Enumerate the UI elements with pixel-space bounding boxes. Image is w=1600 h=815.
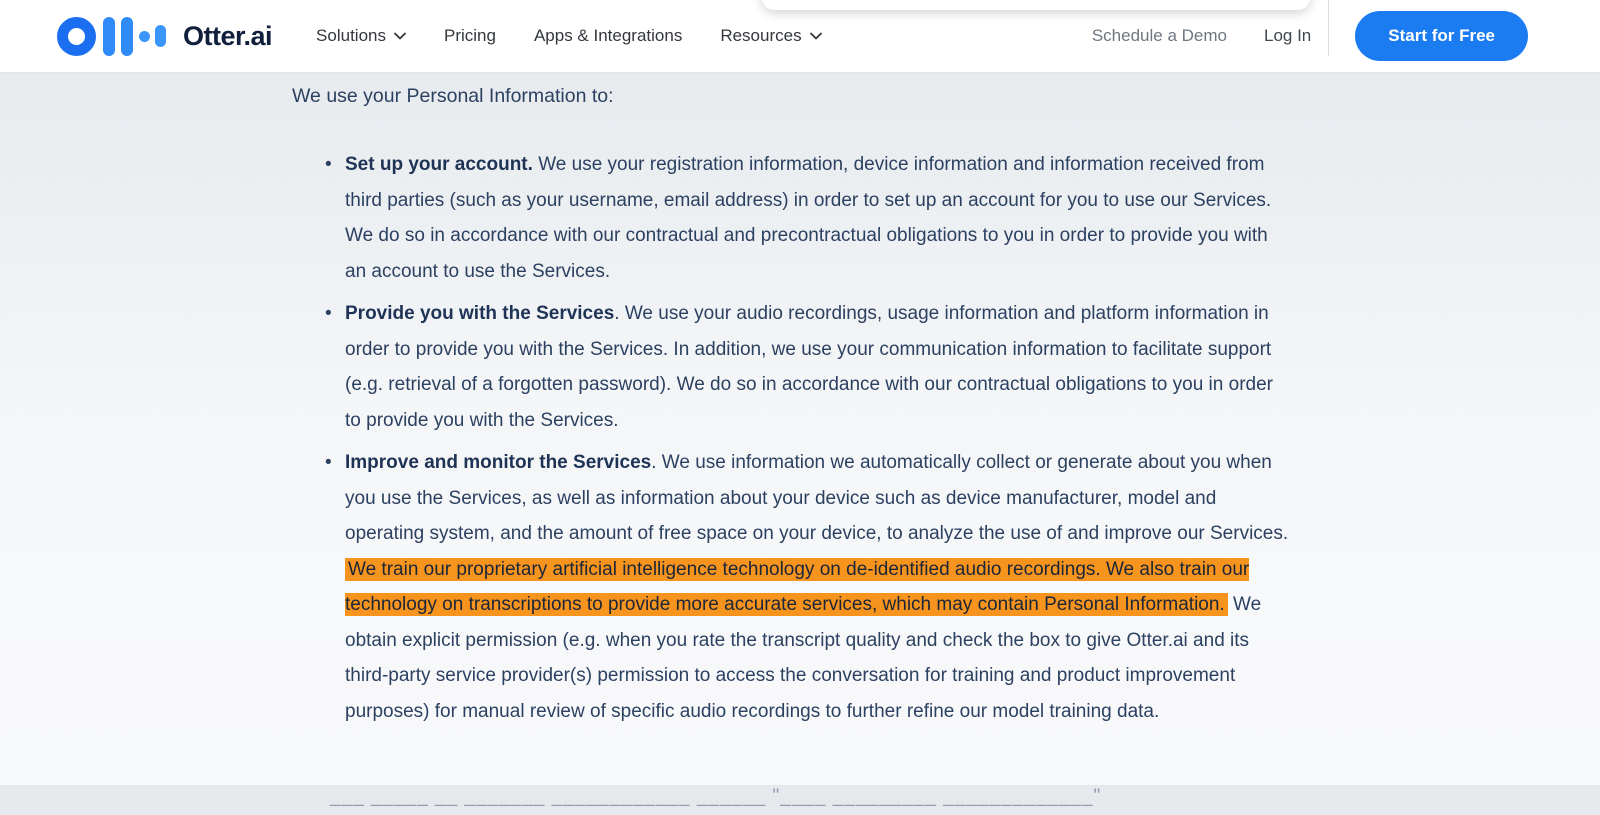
privacy-policy-content	[0, 73, 1600, 807]
bullet-body-text: . We use your audio recordings, usage information and platform information in order to provide you with the Services. In addition, we use your communication information to facilitate support (e.g. retrieval of a forgotten password). We do so in accordance with our contractual obligations to you in order to provide you with the Services.	[345, 303, 1273, 431]
bullet-bold-lead: Improve and monitor the Services	[345, 452, 652, 473]
bullet-set-up-account	[345, 147, 1293, 289]
bullet-body-text: We use your registration information, device information and information received from third parties (such as your username, email address) in order to set up an account for you to use our Services. We do so in accordance with our contractual and precontractual obligations to you in order to provide you with an account to use the Services.	[345, 154, 1272, 282]
overlay-panel-edge	[762, 0, 1310, 10]
bullet-improve-monitor	[345, 445, 1293, 729]
brand-name: Otter.ai	[183, 20, 273, 51]
bullet-body-text: . We use information we automatically collect or generate about you when you use the Services, as well as information about your device such as device manufacturer, model and operating system, and the amount of free space on your device, to analyze the use of and improve our Services.	[345, 452, 1289, 544]
nav-item-solutions[interactable]: Solutions	[316, 26, 406, 46]
bullet-bold-lead: Provide you with the Services	[345, 303, 615, 324]
otter-logo-icon	[57, 16, 166, 56]
bullet-provide-services	[345, 296, 1293, 438]
chevron-down-icon	[810, 32, 822, 40]
chevron-down-icon	[394, 32, 406, 40]
highlighted-text: We train our proprietary artificial intelligence technology on de-identified audio recordings. We also train our technology on transcriptions to provide more accurate services, which may contain Personal Information.	[345, 558, 1250, 615]
login-link[interactable]: Log In	[1263, 26, 1312, 45]
start-for-free-button[interactable]: Start for Free	[1355, 11, 1528, 61]
truncated-next-line: ___ _____ __ _______ ____________ ______ "____ _________ _____________"	[330, 786, 1102, 807]
otter-logo[interactable]	[57, 16, 272, 56]
policy-bullet-list	[345, 147, 1600, 729]
bullet-body-text: We obtain explicit permission (e.g. when you rate the transcript quality and check the box to give Otter.ai and its third-party service provider(s) permission to access the conversation for training and product improvement purposes) for manual review of specific audio recordings to further refine our model training data.	[345, 594, 1262, 722]
header-divider	[1328, 0, 1329, 56]
top-navigation-bar	[0, 0, 1600, 73]
nav-item-resources[interactable]: Resources	[720, 26, 821, 46]
header-actions	[1092, 11, 1528, 61]
bullet-bold-lead: Set up your account.	[345, 154, 533, 175]
intro-paragraph: We use your Personal Information to:	[292, 85, 614, 107]
main-nav	[316, 26, 860, 46]
schedule-demo-link[interactable]: Schedule a Demo	[1091, 26, 1227, 45]
nav-item-apps-integrations[interactable]: Apps & Integrations	[533, 26, 683, 45]
nav-item-pricing[interactable]: Pricing	[443, 26, 496, 45]
